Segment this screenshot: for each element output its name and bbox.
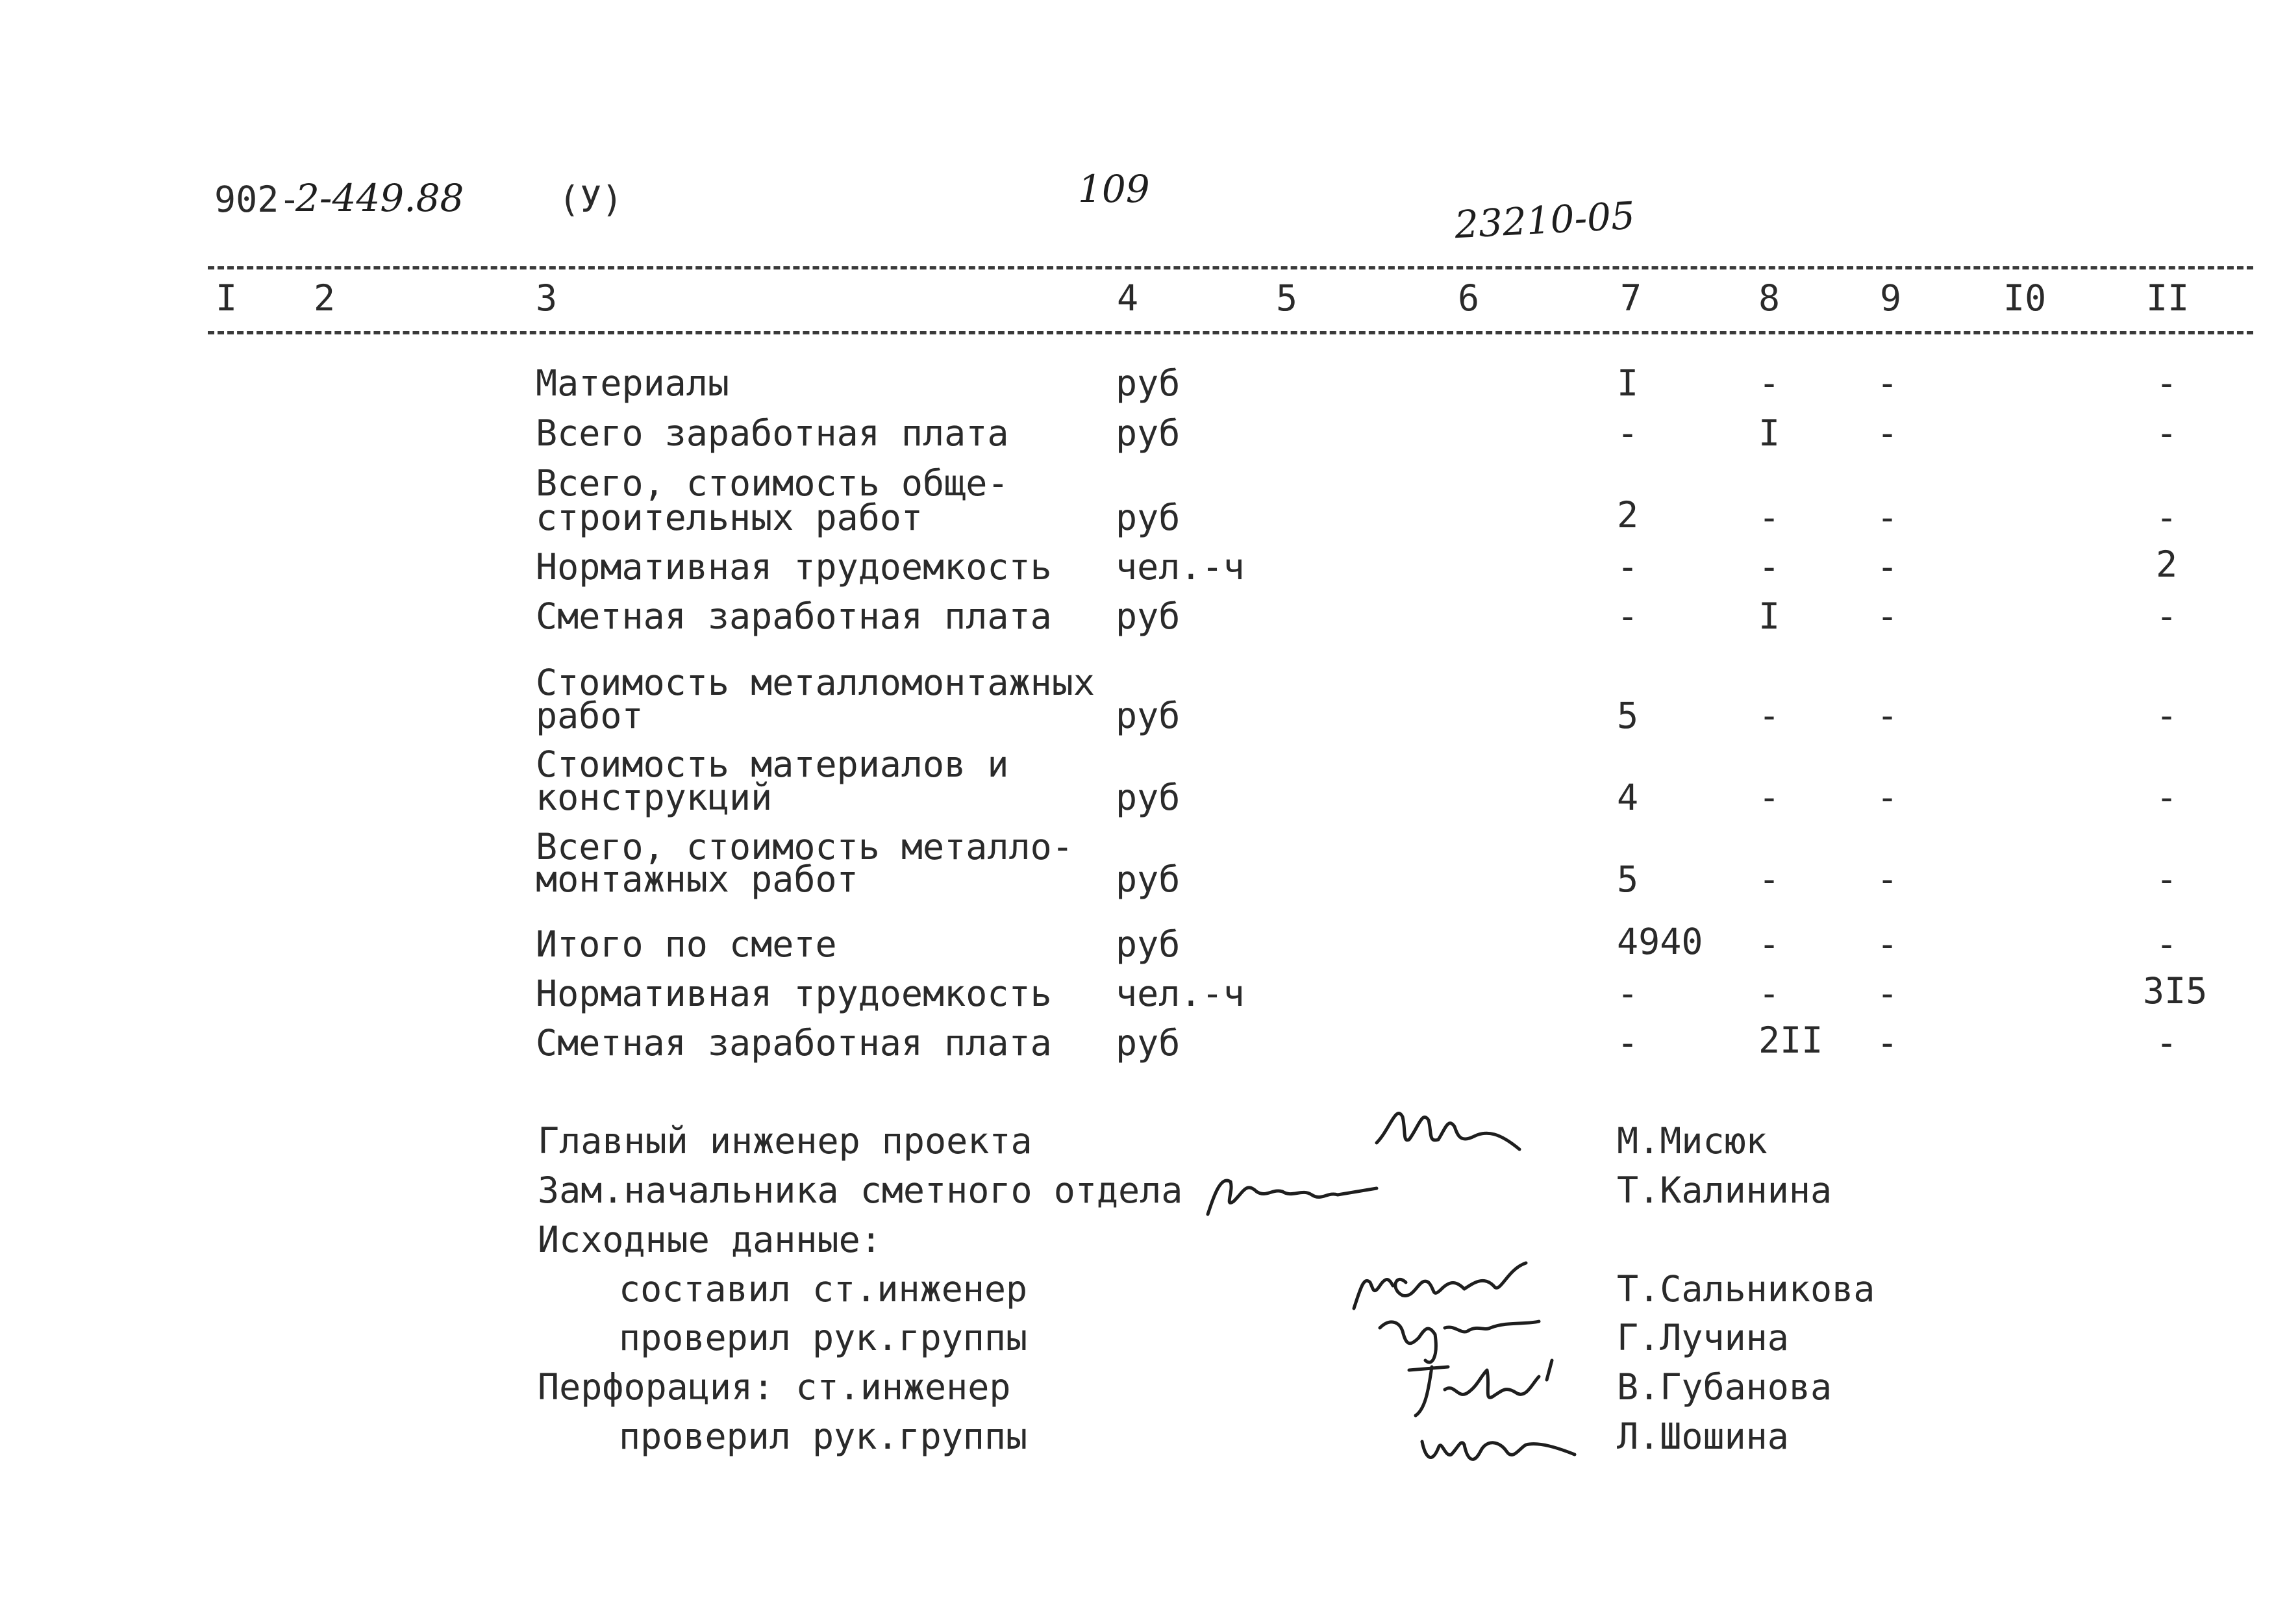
row-unit: руб (1116, 412, 1181, 454)
row-value-col7: - (1617, 973, 1639, 1014)
header-top-rule (208, 266, 2253, 269)
row-value-col11: - (2156, 923, 2178, 965)
row-label: Стоимость металломонтажных (536, 662, 1095, 703)
column-header: 4 (1117, 277, 1139, 319)
column-header: 7 (1620, 277, 1642, 319)
row-value-col8: 2II (1758, 1019, 1823, 1061)
row-value-col8: - (1758, 546, 1781, 588)
row-value-col7: 4 (1617, 777, 1639, 818)
row-label-continued: строительных работ (536, 497, 923, 538)
row-value-col9: - (1877, 362, 1899, 404)
row-value-col11: 2 (2156, 543, 2178, 585)
row-value-col9: - (1877, 695, 1899, 736)
row-value-col8: I (1758, 412, 1781, 454)
row-label: Нормативная трудоемкость (536, 546, 1052, 588)
row-unit: чел.-ч (1116, 546, 1245, 588)
row-value-col8: - (1758, 923, 1781, 965)
variant-mark: (У) (558, 179, 623, 220)
signatory-role: Зам.начальника сметного отдела (538, 1169, 1183, 1211)
row-value-col11: - (2156, 497, 2178, 538)
signatory-name: Л.Шошина (1617, 1416, 1789, 1457)
document-code-handwritten: 2-449.88 (295, 176, 464, 220)
row-unit: чел.-ч (1116, 973, 1245, 1014)
row-value-col11: - (2156, 777, 2178, 818)
column-header: 9 (1880, 277, 1902, 319)
row-value-col8: - (1758, 362, 1781, 404)
row-value-col9: - (1877, 923, 1899, 965)
row-value-col7: 5 (1617, 858, 1639, 900)
row-value-col7: I (1617, 362, 1639, 404)
signature-misyuk (1370, 1091, 1532, 1169)
row-label-continued: конструкций (536, 777, 773, 818)
section-heading: Исходные данные: (538, 1219, 882, 1260)
signatory-role: проверил рук.группы (619, 1416, 1028, 1457)
row-label-continued: работ (536, 695, 644, 736)
row-unit: руб (1116, 777, 1181, 818)
row-value-col7: - (1617, 412, 1639, 454)
column-header: I (216, 277, 238, 319)
signatory-role: Главный инженер проекта (538, 1120, 1032, 1162)
row-value-col9: - (1877, 1022, 1899, 1064)
column-header: I0 (2003, 277, 2047, 319)
row-value-col7: 4940 (1617, 921, 1703, 962)
row-unit: руб (1116, 858, 1181, 900)
estimate-number: 23210-05 (1453, 193, 1636, 247)
row-label-total: Итого по смете (536, 923, 837, 965)
signatory-name: Г.Лучина (1617, 1317, 1789, 1358)
row-value-col9: - (1877, 973, 1899, 1014)
row-value-col9: - (1877, 777, 1899, 818)
row-unit: руб (1116, 1022, 1181, 1064)
signatory-name: Т.Калинина (1617, 1169, 1832, 1211)
page-number: 109 (1078, 167, 1150, 211)
header-bottom-rule (208, 331, 2253, 334)
signatory-role: составил ст.инженер (619, 1268, 1028, 1310)
row-unit: руб (1116, 362, 1181, 404)
column-header: 2 (314, 277, 336, 319)
row-value-col8: - (1758, 858, 1781, 900)
row-label: Всего, стоимость обще- (536, 462, 1009, 504)
row-value-col11: - (2156, 1022, 2178, 1064)
row-value-col8: I (1758, 595, 1781, 637)
row-value-col9: - (1877, 497, 1899, 538)
row-value-col11: - (2156, 858, 2178, 900)
row-value-col9: - (1877, 595, 1899, 637)
signature-shoshina (1409, 1403, 1584, 1474)
row-value-col9: - (1877, 858, 1899, 900)
row-unit: руб (1116, 497, 1181, 538)
row-label: Сметная заработная плата (536, 1022, 1052, 1064)
row-value-col7: 2 (1617, 494, 1639, 536)
row-value-col8: - (1758, 497, 1781, 538)
column-header: II (2146, 277, 2190, 319)
row-label: Сметная заработная плата (536, 595, 1052, 637)
column-header: 3 (536, 277, 558, 319)
signatory-name: М.Мисюк (1617, 1120, 1768, 1162)
row-value-col11: 3I5 (2143, 970, 2208, 1012)
row-value-col7: - (1617, 595, 1639, 637)
row-label: Материалы (536, 362, 730, 404)
column-header: 8 (1758, 277, 1781, 319)
row-value-col8: - (1758, 695, 1781, 736)
row-label: Нормативная трудоемкость (536, 973, 1052, 1014)
row-value-col7: - (1617, 546, 1639, 588)
signatory-name: В.Губанова (1617, 1366, 1832, 1408)
row-unit: руб (1116, 595, 1181, 637)
row-label: Стоимость материалов и (536, 743, 1009, 785)
signatory-name: Т.Сальникова (1617, 1268, 1875, 1310)
row-value-col7: - (1617, 1022, 1639, 1064)
row-value-col8: - (1758, 973, 1781, 1014)
row-label-continued: монтажных работ (536, 858, 858, 900)
row-value-col11: - (2156, 595, 2178, 637)
row-value-col7: 5 (1617, 695, 1639, 736)
signature-kalinina (1195, 1162, 1383, 1221)
row-value-col8: - (1758, 777, 1781, 818)
row-label: Всего, стоимость металло- (536, 826, 1073, 868)
row-value-col11: - (2156, 695, 2178, 736)
row-value-col9: - (1877, 412, 1899, 454)
signatory-role: проверил рук.группы (619, 1317, 1028, 1358)
row-value-col11: - (2156, 412, 2178, 454)
row-unit: руб (1116, 695, 1181, 736)
row-value-col11: - (2156, 362, 2178, 404)
column-header: 5 (1276, 277, 1298, 319)
row-unit: руб (1116, 923, 1181, 965)
signatory-role: Перфорация: ст.инженер (538, 1366, 1011, 1408)
column-header: 6 (1458, 277, 1480, 319)
row-value-col9: - (1877, 546, 1899, 588)
row-label: Всего заработная плата (536, 412, 1009, 454)
document-code-prefix: 902- (214, 179, 301, 220)
